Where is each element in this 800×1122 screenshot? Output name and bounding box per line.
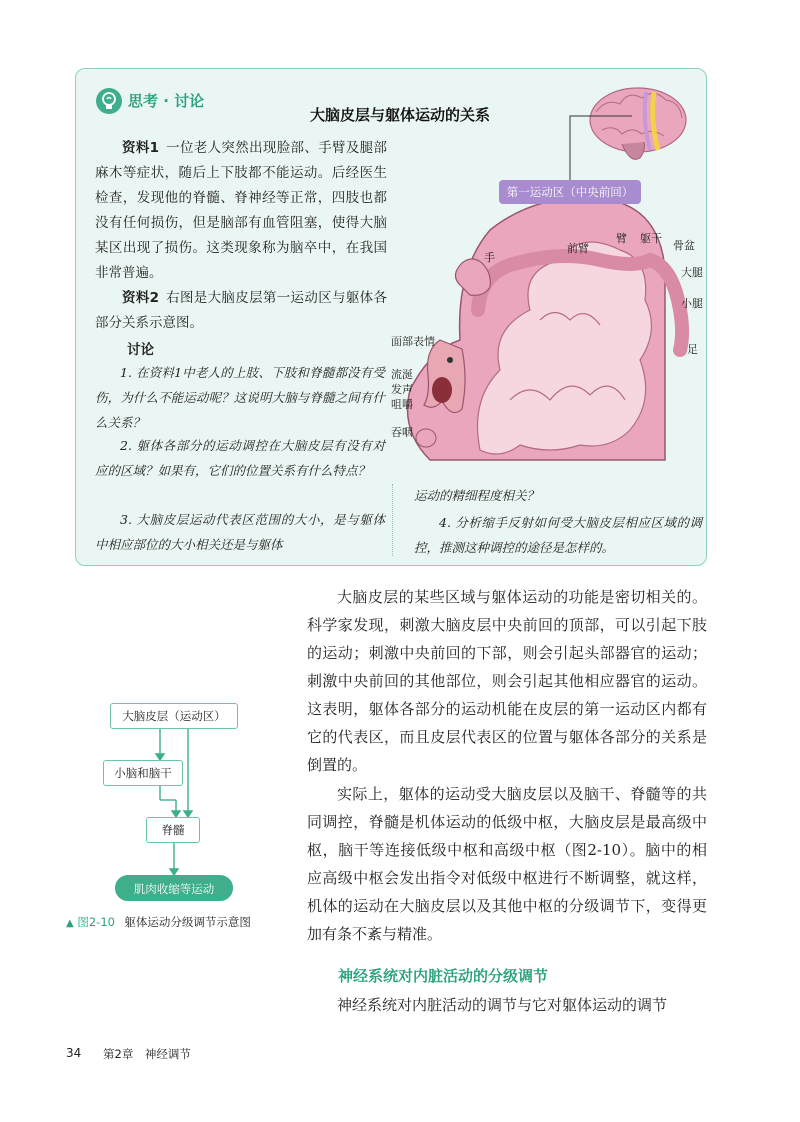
triangle-icon: ▲ xyxy=(66,918,74,929)
label-face: 面部表情 xyxy=(391,335,435,348)
question-2: 2. 躯体各部分的运动调控在大脑皮层有没有对应的区域？如果有，它们的位置关系有什么特点？ xyxy=(95,438,385,478)
label-vocal: 发声 xyxy=(391,383,413,396)
lightbulb-icon xyxy=(96,88,122,114)
motor-area-label: 第一运动区（中央前回） xyxy=(499,180,641,204)
figure-caption xyxy=(66,914,251,930)
dotted-divider xyxy=(392,484,393,556)
material-1-text: 一位老人突然出现脸部、手臂及腿部麻木等症状，随后上下肢都不能运动。后经医生检查，发现他的脊髓、脊神经等正常，四肢也都没有任何损伤，但是脑部有血管阻塞，使得大脑某区出现了损伤。这类现象称为脑卒中，在我国非常普遍。 xyxy=(95,140,387,281)
label-pelvis: 骨盆 xyxy=(673,239,695,252)
question-3-continued: 运动的精细程度相关？ xyxy=(414,488,540,503)
question-4: 4. 分析缩手反射如何受大脑皮层相应区域的调控，推测这种调控的途径是怎样的。 xyxy=(414,515,702,555)
label-arm: 臂 xyxy=(616,232,627,245)
label-drool: 流涎 xyxy=(391,368,413,381)
discussion-heading: 思考 · 讨论 xyxy=(128,92,205,110)
flow-box-spinal-cord: 脊髓 xyxy=(146,817,200,843)
label-chew: 咀嚼 xyxy=(391,398,413,411)
body-paragraph-2: 实际上，躯体的运动受大脑皮层以及脑干、脊髓等的共同调控，脊髓是机体运动的低级中枢，大脑皮层是最高级中枢，脑干等连接低级中枢和高级中枢（图2-10）。脑中的相应高级中枢会发出指令对低级中枢进行不断调整，就这样，机体的运动在大脑皮层以及其他中枢的分级调节下，变得更加有条不紊与精准。 xyxy=(307,785,707,943)
figure-number: 图2-10 xyxy=(77,915,115,929)
label-trunk: 躯干 xyxy=(640,232,662,245)
motor-cortex-illustration xyxy=(360,70,705,485)
chapter-label: 第2章 神经调节 xyxy=(103,1047,191,1061)
label-forearm: 前臂 xyxy=(567,242,589,255)
section-subheading: 神经系统对内脏活动的分级调节 xyxy=(338,967,549,985)
flow-box-muscle: 肌肉收缩等运动 xyxy=(115,875,233,901)
body-paragraph-3: 神经系统对内脏活动的调节与它对躯体运动的调节 xyxy=(337,996,668,1014)
label-swallow: 吞咽 xyxy=(391,426,413,439)
material-1 xyxy=(95,136,387,286)
page-number: 34 xyxy=(66,1046,82,1060)
brain-small-icon xyxy=(590,88,686,159)
discussion-label: 讨论 xyxy=(127,342,154,358)
label-thigh: 大腿 xyxy=(681,266,703,279)
label-hand: 手 xyxy=(484,251,495,264)
figure-caption-text: 躯体运动分级调节示意图 xyxy=(124,915,251,929)
material-1-label: 资料1 xyxy=(122,140,160,156)
discussion-title: 大脑皮层与躯体运动的关系 xyxy=(310,106,491,124)
question-3: 3. 大脑皮层运动代表区范围的大小，是与躯体中相应部位的大小相关还是与躯体 xyxy=(95,512,385,552)
material-2-label: 资料2 xyxy=(122,290,160,306)
label-calf: 小腿 xyxy=(681,297,703,310)
material-2 xyxy=(95,286,387,336)
body-paragraph-1: 大脑皮层的某些区域与躯体运动的功能是密切相关的。科学家发现，刺激大脑皮层中央前回的顶部，可以引起下肢的运动；刺激中央前回的下部，则会引起头部器官的运动；刺激中央前回的其他部位，则会引起其他相应器官的运动。这表明，躯体各部分的运动机能在皮层的第一运动区内都有它的代表区，而且皮层代表区的位置与躯体各部分的关系是倒置的。 xyxy=(307,588,707,774)
flow-box-cerebellum-brainstem: 小脑和脑干 xyxy=(103,760,183,786)
question-1: 1. 在资料1中老人的上肢、下肢和脊髓都没有受伤，为什么不能运动呢？这说明大脑与脊髓之间有什么关系？ xyxy=(95,365,385,430)
flow-box-cortex: 大脑皮层（运动区） xyxy=(110,703,238,729)
label-foot: 足 xyxy=(687,343,698,356)
material-2-text: 右图是大脑皮层第一运动区与躯体各部分关系示意图。 xyxy=(95,290,387,331)
